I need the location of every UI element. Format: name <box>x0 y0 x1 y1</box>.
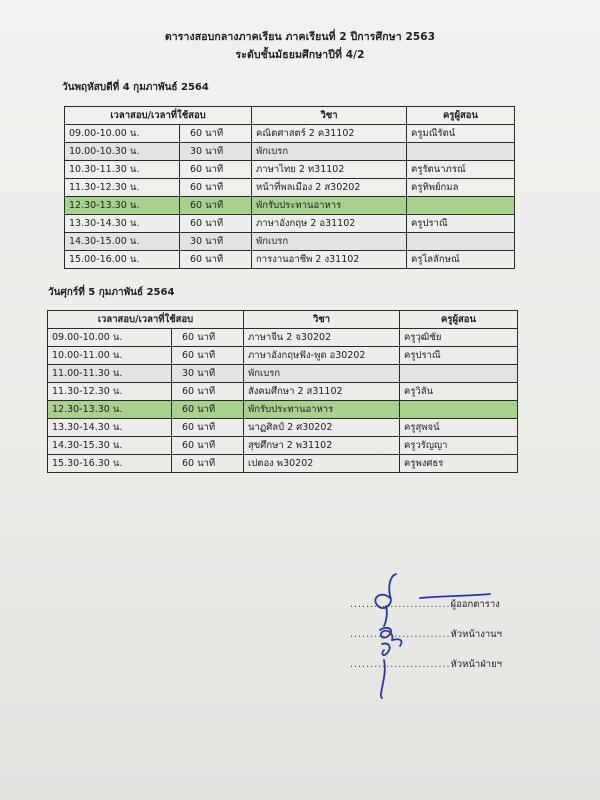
column-header-time: เวลาสอบ/เวลาที่ใช้สอบ <box>48 311 244 329</box>
table-row <box>48 419 518 437</box>
duration-cell: 60 นาที <box>172 329 244 347</box>
subject-cell: พักรับประทานอาหาร <box>252 197 407 215</box>
teacher-cell: ครูรัตนาภรณ์ <box>407 161 515 179</box>
duration-cell: 60 นาที <box>172 455 244 473</box>
teacher-cell: ครูมณีรัตน์ <box>407 125 515 143</box>
day1-schedule-table <box>64 106 515 269</box>
day2-schedule-table <box>47 310 518 473</box>
signature-role-label: ผู้ออกตาราง <box>450 599 500 610</box>
table-row <box>65 251 515 269</box>
teacher-cell <box>407 143 515 161</box>
column-header-time: เวลาสอบ/เวลาที่ใช้สอบ <box>65 107 252 125</box>
table-row <box>48 455 518 473</box>
exam-time-cell: 09.00-10.00 น. <box>48 329 172 347</box>
subject-cell: สุขศึกษา 2 พ31102 <box>244 437 400 455</box>
table-row <box>65 215 515 233</box>
table-row <box>48 329 518 347</box>
duration-cell: 30 นาที <box>180 143 252 161</box>
table-row <box>65 179 515 197</box>
subject-cell: พักรับประทานอาหาร <box>244 401 400 419</box>
exam-time-cell: 11.30-12.30 น. <box>65 179 180 197</box>
duration-cell: 60 นาที <box>172 401 244 419</box>
exam-time-cell: 12.30-13.30 น. <box>65 197 180 215</box>
table-row <box>48 401 518 419</box>
table-row <box>48 383 518 401</box>
exam-time-cell: 14.30-15.30 น. <box>48 437 172 455</box>
table-row <box>48 365 518 383</box>
table-row <box>65 125 515 143</box>
signature-line-head-of-work: .........................หัวหน้างานฯ <box>350 629 502 640</box>
duration-cell: 60 นาที <box>180 179 252 197</box>
duration-cell: 60 นาที <box>172 419 244 437</box>
teacher-cell: ครูวิลัน <box>400 383 518 401</box>
exam-time-cell: 10.30-11.30 น. <box>65 161 180 179</box>
teacher-cell: ครูพงศธร <box>400 455 518 473</box>
column-header-teacher: ครูผู้สอน <box>407 107 515 125</box>
signature-line-head-of-department: .........................หัวหน้าฝ่ายฯ <box>350 659 502 670</box>
duration-cell: 30 นาที <box>180 233 252 251</box>
table-row <box>48 437 518 455</box>
teacher-cell: ครูทิพย์กมล <box>407 179 515 197</box>
teacher-cell <box>407 233 515 251</box>
teacher-cell: ครูปราณี <box>400 347 518 365</box>
subject-cell: ภาษาจีน 2 จ30202 <box>244 329 400 347</box>
teacher-cell <box>400 365 518 383</box>
table-header-row <box>65 107 515 125</box>
subject-cell: พักเบรก <box>244 365 400 383</box>
document-subtitle: ระดับชั้นมัธยมศึกษาปีที่ 4/2 <box>235 49 365 61</box>
subject-cell: ภาษาอังกฤษฟัง-พูด อ30202 <box>244 347 400 365</box>
document-title: ตารางสอบกลางภาคเรียน ภาคเรียนที่ 2 ปีการศึกษา 2563 <box>164 31 436 43</box>
day2-heading: วันศุกร์ที่ 5 กุมภาพันธ์ 2564 <box>48 287 175 298</box>
signature-line-issuer: .........................ผู้ออกตาราง <box>350 599 500 610</box>
duration-cell: 60 นาที <box>180 197 252 215</box>
exam-time-cell: 15.30-16.30 น. <box>48 455 172 473</box>
duration-cell: 60 นาที <box>172 437 244 455</box>
day1-heading: วันพฤหัสบดีที่ 4 กุมภาพันธ์ 2564 <box>62 82 209 93</box>
subject-cell: คณิตศาสตร์ 2 ค31102 <box>252 125 407 143</box>
subject-cell: เปตอง พ30202 <box>244 455 400 473</box>
subject-cell: ภาษาไทย 2 ท31102 <box>252 161 407 179</box>
teacher-cell: ครูวรัญญา <box>400 437 518 455</box>
exam-time-cell: 14.30-15.00 น. <box>65 233 180 251</box>
subject-cell: พักเบรก <box>252 143 407 161</box>
table-row <box>65 233 515 251</box>
duration-cell: 60 นาที <box>180 125 252 143</box>
exam-time-cell: 15.00-16.00 น. <box>65 251 180 269</box>
teacher-cell <box>400 401 518 419</box>
table-row <box>48 347 518 365</box>
duration-cell: 60 นาที <box>172 383 244 401</box>
table-header-row <box>48 311 518 329</box>
exam-time-cell: 11.30-12.30 น. <box>48 383 172 401</box>
column-header-subject: วิชา <box>244 311 400 329</box>
table-row <box>65 161 515 179</box>
subject-cell: นาฏศิลป์ 2 ศ30202 <box>244 419 400 437</box>
subject-cell: ภาษาอังกฤษ 2 อ31102 <box>252 215 407 233</box>
table-row <box>65 197 515 215</box>
teacher-cell: ครูสุพจน์ <box>400 419 518 437</box>
duration-cell: 60 นาที <box>172 347 244 365</box>
subject-cell: หน้าที่พลเมือง 2 ส30202 <box>252 179 407 197</box>
subject-cell: การงานอาชีพ 2 ง31102 <box>252 251 407 269</box>
exam-time-cell: 10.00-10.30 น. <box>65 143 180 161</box>
subject-cell: พักเบรก <box>252 233 407 251</box>
exam-time-cell: 13.30-14.30 น. <box>65 215 180 233</box>
duration-cell: 60 นาที <box>180 161 252 179</box>
column-header-subject: วิชา <box>252 107 407 125</box>
duration-cell: 60 นาที <box>180 251 252 269</box>
duration-cell: 60 นาที <box>180 215 252 233</box>
exam-time-cell: 12.30-13.30 น. <box>48 401 172 419</box>
exam-time-cell: 13.30-14.30 น. <box>48 419 172 437</box>
signature-role-label: หัวหน้าฝ่ายฯ <box>450 659 502 670</box>
signature-role-label: หัวหน้างานฯ <box>450 629 502 640</box>
exam-time-cell: 09.00-10.00 น. <box>65 125 180 143</box>
teacher-cell: ครูไลลักษณ์ <box>407 251 515 269</box>
subject-cell: สังคมศึกษา 2 ส31102 <box>244 383 400 401</box>
exam-time-cell: 11.00-11.30 น. <box>48 365 172 383</box>
table-row <box>65 143 515 161</box>
duration-cell: 30 นาที <box>172 365 244 383</box>
teacher-cell: ครูวุฒิชัย <box>400 329 518 347</box>
teacher-cell: ครูปราณี <box>407 215 515 233</box>
exam-time-cell: 10.00-11.00 น. <box>48 347 172 365</box>
teacher-cell <box>407 197 515 215</box>
column-header-teacher: ครูผู้สอน <box>400 311 518 329</box>
